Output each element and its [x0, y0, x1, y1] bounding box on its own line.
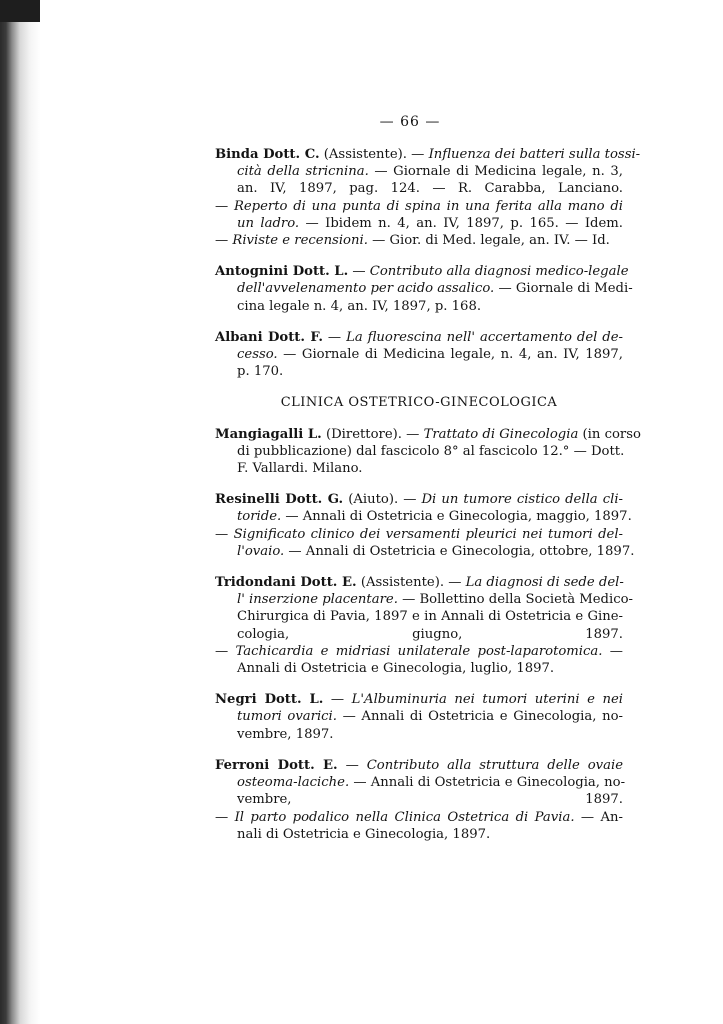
work-title: tumori ovarici. — [237, 709, 337, 725]
entry-line — [215, 346, 623, 363]
line-text: — — [215, 809, 235, 825]
line-text: (Direttore). — — [321, 426, 424, 442]
bibliography-entry — [215, 757, 626, 843]
work-title: Il parto podalico nella Clinica Ostetrica di Pavia. — [234, 809, 575, 825]
entry-line — [215, 232, 623, 249]
line-text: Annali di Ostetricia e Ginecologia, luglio, 1897. — [237, 661, 555, 677]
work-title: cità della stricnina. — [237, 164, 369, 180]
line-text: — — [215, 233, 233, 249]
work-title: La fluorescina nell' accertamento del de- — [346, 329, 623, 345]
entry-line — [215, 608, 623, 625]
entry-line — [215, 726, 623, 743]
work-title: l' inserzione placentare. — [237, 592, 398, 608]
entry-line — [215, 591, 633, 608]
work-title: cesso. — [237, 347, 278, 363]
work-title: Riviste e recensioni. — [232, 233, 368, 249]
line-text: — Annali di Ostetricia e Ginecologia, no- — [336, 709, 623, 725]
author-name: Mangiagalli L. — [215, 426, 322, 442]
author-name: Ferroni Dott. E. — [215, 757, 338, 773]
line-text: cina legale n. 4, an. IV, 1897, p. 168. — [237, 298, 482, 314]
line-text: — Giornale di Medi- — [494, 281, 633, 297]
author-name: Resinelli Dott. G. — [215, 492, 344, 508]
line-text: p. 170. — [237, 364, 284, 380]
line-text: (Aiuto). — — [343, 492, 422, 508]
entry-line — [215, 708, 623, 725]
entry-line — [215, 757, 623, 774]
line-text: — — [322, 329, 347, 345]
entry-line — [215, 298, 623, 315]
line-text: (Assistente). — — [319, 147, 429, 162]
line-text: — Annali di Ostetricia e Ginecologia, no- — [349, 775, 626, 791]
line-text: — Annali di Ostetricia e Ginecologia, ottobre, 1897. — [284, 543, 635, 559]
bibliography-entry — [215, 574, 633, 677]
entry-line — [215, 215, 623, 232]
line-text: — Ibidem n. 4, an. IV, 1897, p. 165. — Idem. — [299, 215, 623, 231]
line-text: di pubblicazione) dal fascicolo 8° al fascicolo 12.° — Dott. — [237, 443, 625, 459]
line-text: — Gior. di Med. legale, an. IV. — Id. — [367, 233, 610, 249]
entry-line — [215, 146, 641, 163]
line-text: vembre, 1897. — [237, 792, 623, 808]
bibliography-entry — [215, 263, 633, 315]
entry-line — [215, 574, 623, 591]
line-text: — — [602, 643, 623, 659]
work-title: La diagnosi di sede del- — [465, 575, 624, 591]
entry-line — [215, 198, 623, 215]
entry-line — [215, 809, 623, 826]
entry-line — [215, 180, 623, 197]
work-title: un ladro. — [237, 215, 300, 231]
work-title: Di un tumore cistico della cli- — [421, 492, 623, 508]
ostetricia-entries — [215, 426, 641, 843]
entry-line — [215, 329, 623, 346]
bibliography-entry — [215, 329, 623, 381]
entry-line — [215, 363, 623, 380]
line-text: — Giornale di Medicina legale, n. 3, — [368, 164, 623, 180]
line-text: — Annali di Ostetricia e Ginecologia, maggio, 1897. — [281, 509, 632, 525]
work-title: Contributo alla diagnosi medico-legale — [369, 264, 629, 280]
work-title: osteoma-laciche. — [237, 775, 350, 791]
work-title: Reperto di una punta di spina in una ferita alla mano di — [233, 198, 623, 214]
work-title: toride. — [237, 509, 282, 525]
bibliography-entry — [215, 691, 623, 743]
work-title: l'ovaio. — [237, 543, 285, 559]
bibliography-entry — [215, 146, 641, 249]
page-content — [215, 146, 641, 857]
author-name: Negri Dott. L. — [215, 692, 324, 708]
entry-line — [215, 691, 623, 708]
entry-line — [215, 643, 623, 660]
entry-line — [215, 508, 632, 525]
page-number: — 66 — — [379, 114, 441, 130]
entry-line — [215, 826, 623, 843]
entry-line — [215, 443, 623, 460]
book-binding-edge — [0, 0, 40, 1024]
line-text: — Bollettino della Società Medico- — [397, 592, 633, 608]
entry-line — [215, 263, 629, 280]
line-text: (Assistente). — — [356, 575, 466, 591]
entry-line — [215, 460, 623, 477]
line-text: — An- — [574, 809, 623, 825]
entry-line — [215, 491, 623, 508]
entry-line — [215, 774, 626, 791]
work-title: Trattato di Ginecologia — [423, 426, 579, 442]
work-title: L'Albuminuria nei tumori uterini e nei — [351, 692, 623, 708]
work-title: Significato clinico dei versamenti pleurici nei tumori del- — [233, 526, 624, 542]
line-text: — — [215, 526, 234, 542]
entry-line — [215, 543, 635, 560]
author-name: Binda Dott. C. — [215, 147, 320, 162]
author-name: Albani Dott. F. — [215, 329, 323, 345]
line-text: an. IV, 1897, pag. 124. — R. Carabba, Lanciano. — [237, 181, 623, 197]
line-text: — — [215, 198, 234, 214]
line-text: cologia, giugno, 1897. — [237, 626, 623, 642]
line-text: — — [348, 264, 370, 280]
bibliography-entry — [215, 426, 641, 478]
bibliography-entry — [215, 491, 635, 560]
section-heading: CLINICA OSTETRICO-GINECOLOGICA — [280, 395, 558, 411]
work-title: Tachicardia e midriasi unilaterale post-laparotomica. — [235, 643, 603, 659]
line-text: vembre, 1897. — [237, 726, 334, 742]
entry-line — [215, 280, 633, 297]
work-title: dell'avvelenamento per acido assalico. — [237, 281, 495, 297]
work-title: Influenza dei batteri sulla tossi- — [428, 147, 641, 162]
work-title: Contributo alla struttura delle ovaie — [366, 757, 623, 773]
entry-line — [215, 526, 623, 543]
line-text: Chirurgica di Pavia, 1897 e in Annali di Ostetricia e Gine- — [237, 609, 623, 625]
entry-line — [215, 626, 623, 643]
author-name: Antognini Dott. L. — [215, 264, 349, 280]
line-text: F. Vallardi. Milano. — [237, 461, 363, 477]
entry-line — [215, 660, 623, 677]
line-text: — — [337, 757, 367, 773]
line-text: — — [215, 643, 236, 659]
entry-line — [215, 163, 623, 180]
line-text: (in corso — [578, 426, 641, 442]
binding-corner — [0, 0, 40, 22]
entry-line — [215, 791, 623, 808]
medicina-legale-entries — [215, 146, 641, 380]
author-name: Tridondani Dott. E. — [215, 575, 357, 591]
line-text: — — [323, 692, 352, 708]
line-text: — Giornale di Medicina legale, n. 4, an. IV, 1897, — [277, 347, 623, 363]
line-text: nali di Ostetricia e Ginecologia, 1897. — [237, 826, 491, 842]
entry-line — [215, 426, 641, 443]
